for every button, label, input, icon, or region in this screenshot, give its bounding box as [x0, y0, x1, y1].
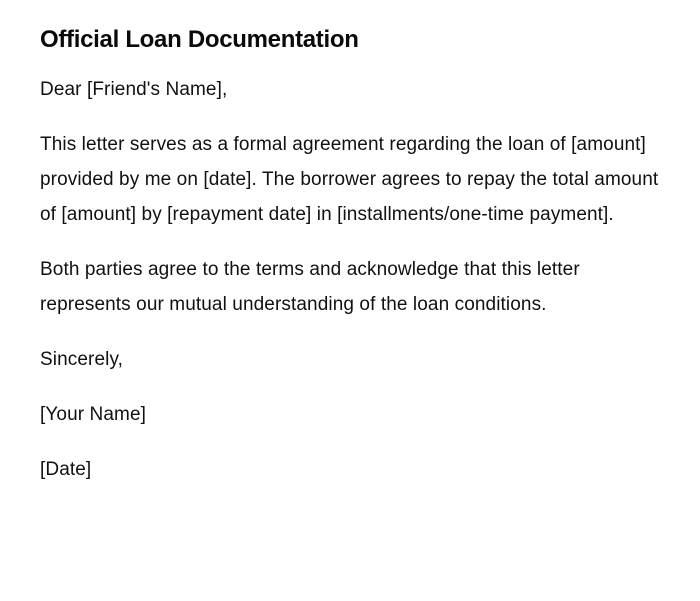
- signature-name: [Your Name]: [40, 404, 147, 425]
- document-title: Official Loan Documentation: [40, 26, 359, 53]
- salutation: Dear [Friend's Name],: [40, 79, 228, 100]
- body-paragraph-agreement: This letter serves as a formal agreement regarding the loan of [amount] provided by me on [date]. The borrower agrees to repay the total amount of [amount] by [repayment date] in [installments/one-time payment].: [40, 134, 659, 225]
- letter-document: [40, 22, 660, 507]
- body-paragraph-acknowledgement: Both parties agree to the terms and acknowledge that this letter represents our mutual understanding of the loan conditions.: [40, 259, 580, 315]
- closing: Sincerely,: [40, 349, 124, 370]
- signature-date: [Date]: [40, 459, 92, 480]
